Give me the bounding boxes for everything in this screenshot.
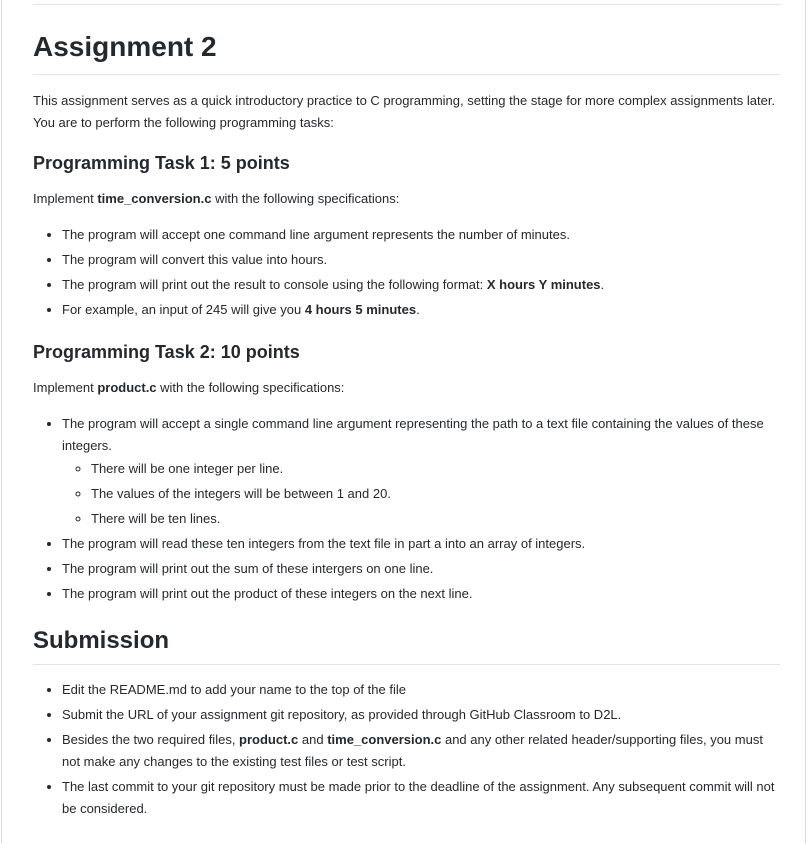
task2-subitem-1: ◦ There will be one integer per line. [91,458,780,480]
task2-implement-paragraph [33,377,780,399]
task2-sublist [62,458,780,530]
page-frame [1,0,806,843]
task1-filename: time_conversion.c [97,191,212,206]
submission-item-1: • Edit the README.md to add your name to the top of the file [62,679,780,701]
task2-item-3: • The program will print out the sum of these intergers on one line. [62,558,780,580]
task1-item-3-prefix: The program will print out the result to console using the following format: [62,277,487,292]
task1-implement-suffix: with the following specifications: [211,191,400,206]
submission-item-3-file1: product.c [239,732,299,747]
submission-item-4: • The last commit to your git repository must be made prior to the deadline of the assignment. Any subsequent commit will not be considered. [62,776,780,820]
task1-item-4-example: 4 hours 5 minutes [304,302,417,317]
submission-heading: Submission [33,626,780,665]
task1-item-3-suffix: . [600,277,605,292]
task1-implement-paragraph [33,188,780,210]
task2-item-2: • The program will read these ten integers from the text file in part a into an array of integers. [62,533,780,555]
task1-item-2: • The program will convert this value into hours. [62,249,780,271]
task2-heading: Programming Task 2: 10 points [33,342,300,362]
submission-item-3-mid: and [298,732,328,747]
top-divider [33,4,780,5]
submission-item-2: • Submit the URL of your assignment git repository, as provided through GitHub Classroom to D2L. [62,704,780,726]
task1-list [33,224,780,321]
task1-item-4-suffix: . [416,302,420,317]
task2-implement-suffix: with the following specifications: [156,380,345,395]
task1-item-1: • The program will accept one command line argument represents the number of minutes. [62,224,780,246]
intro-paragraph: This assignment serves as a quick introductory practice to C programming, setting the stage for more complex assignments later. You are to perform the following programming tasks: [33,93,776,130]
task2-filename: product.c [97,380,157,395]
task1-item-3 [62,274,780,296]
task1-heading: Programming Task 1: 5 points [33,153,290,173]
markdown-body [33,0,780,823]
page-title: Assignment 2 [33,29,780,75]
submission-item-3 [62,729,780,773]
task2-implement-prefix: Implement [33,380,98,395]
task1-implement-prefix: Implement [33,191,98,206]
task2-item-4: • The program will print out the product of these integers on the next line. [62,583,780,605]
submission-item-3-suffix: and any other related header/supporting files, you must not make any changes to the existing test files or test script. [62,732,763,769]
task1-item-4 [62,299,780,321]
submission-item-3-prefix: Besides the two required files, [62,732,240,747]
task1-item-4-prefix: For example, an input of 245 will give you [62,302,305,317]
submission-list [33,679,780,820]
task2-subitem-3: ◦ There will be ten lines. [91,508,780,530]
task1-item-3-format: X hours Y minutes [486,277,601,292]
task2-subitem-2: ◦ The values of the integers will be between 1 and 20. [91,483,780,505]
task2-item-1 [62,413,780,530]
submission-item-3-file2: time_conversion.c [327,732,442,747]
task2-item-1-text: The program will accept a single command line argument representing the path to a text file containing the values of these integers. [62,416,764,453]
task2-list [33,413,780,605]
